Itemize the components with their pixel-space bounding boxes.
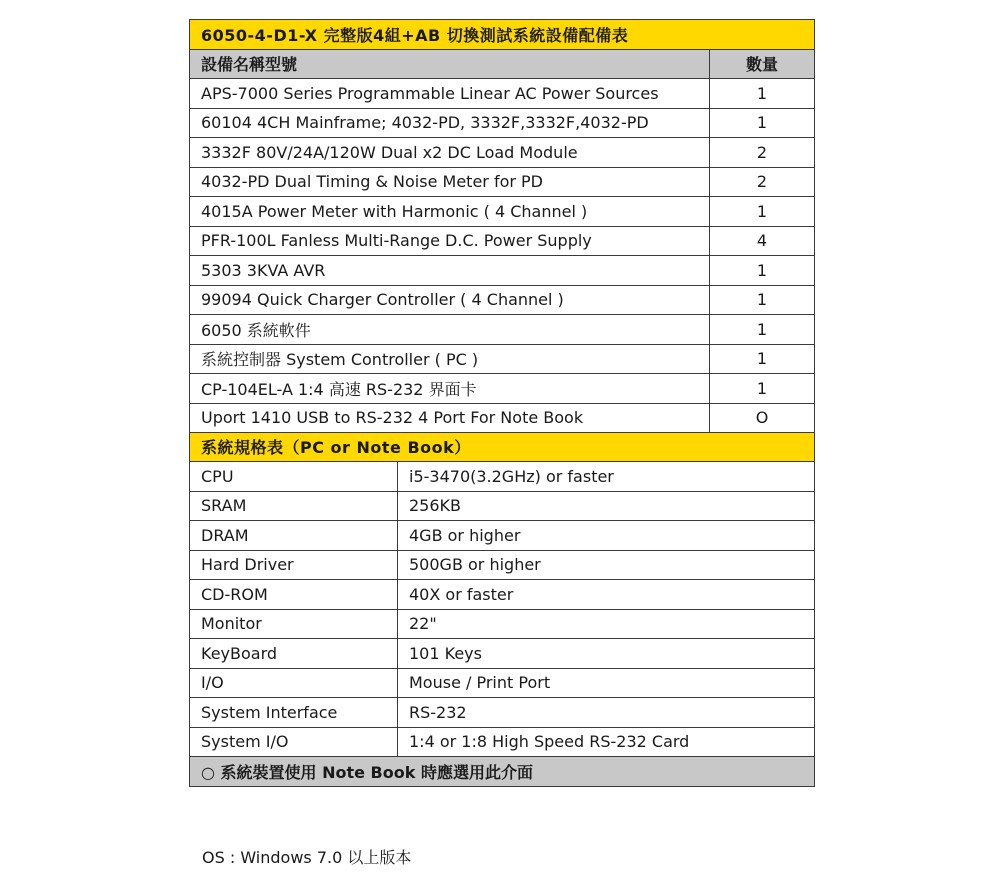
table-row <box>190 609 815 639</box>
equipment-name: 5303 3KVA AVR <box>190 256 710 286</box>
equipment-qty: 1 <box>710 256 815 286</box>
table-row <box>190 462 815 492</box>
spec-value: RS-232 <box>398 698 815 728</box>
table-row <box>190 639 815 669</box>
equipment-qty: 1 <box>710 344 815 374</box>
equipment-name: 6050 系統軟件 <box>190 315 710 345</box>
table-row <box>190 491 815 521</box>
spec-label: System I/O <box>190 727 398 757</box>
equipment-name: 3332F 80V/24A/120W Dual x2 DC Load Module <box>190 138 710 168</box>
spec-label: System Interface <box>190 698 398 728</box>
table-title-row <box>190 20 815 50</box>
table-row <box>190 79 815 109</box>
equipment-name: PFR-100L Fanless Multi-Range D.C. Power Supply <box>190 226 710 256</box>
spec-value: 1:4 or 1:8 High Speed RS-232 Card <box>398 727 815 757</box>
table-row <box>190 344 815 374</box>
table-row <box>190 167 815 197</box>
table-title: 6050-4-D1-X 完整版4組+AB 切換測試系統設備配備表 <box>190 20 815 50</box>
table-row <box>190 108 815 138</box>
equipment-qty: O <box>710 403 815 433</box>
equipment-qty: 1 <box>710 285 815 315</box>
equipment-qty: 2 <box>710 167 815 197</box>
equipment-qty: 4 <box>710 226 815 256</box>
spec-note: ○ 系統裝置使用 Note Book 時應選用此介面 <box>190 757 815 787</box>
equipment-name: 99094 Quick Charger Controller ( 4 Channel ) <box>190 285 710 315</box>
column-header-qty: 數量 <box>710 49 815 79</box>
table-row <box>190 226 815 256</box>
table-row <box>190 315 815 345</box>
table-row <box>190 256 815 286</box>
equipment-qty: 1 <box>710 79 815 109</box>
os-note: OS : Windows 7.0 以上版本 <box>202 848 412 867</box>
spec-value: 256KB <box>398 491 815 521</box>
spec-title: 系統規格表（PC or Note Book） <box>190 432 815 462</box>
table-row <box>190 285 815 315</box>
spec-label: Monitor <box>190 609 398 639</box>
spec-label: CPU <box>190 462 398 492</box>
spec-label: KeyBoard <box>190 639 398 669</box>
equipment-name: 4032-PD Dual Timing & Noise Meter for PD <box>190 167 710 197</box>
equipment-qty: 1 <box>710 108 815 138</box>
column-header-name: 設備名稱型號 <box>190 49 710 79</box>
table-row <box>190 668 815 698</box>
table-header-row <box>190 49 815 79</box>
equipment-name: Uport 1410 USB to RS-232 4 Port For Note Book <box>190 403 710 433</box>
equipment-document <box>189 19 814 787</box>
spec-label: I/O <box>190 668 398 698</box>
spec-value: 500GB or higher <box>398 550 815 580</box>
spec-value: 40X or faster <box>398 580 815 610</box>
spec-table <box>189 432 815 787</box>
equipment-table <box>189 19 815 433</box>
table-row <box>190 727 815 757</box>
table-row <box>190 698 815 728</box>
spec-value: Mouse / Print Port <box>398 668 815 698</box>
spec-label: SRAM <box>190 491 398 521</box>
equipment-qty: 1 <box>710 197 815 227</box>
spec-note-row <box>190 757 815 787</box>
equipment-qty: 2 <box>710 138 815 168</box>
spec-title-row <box>190 432 815 462</box>
spec-value: i5-3470(3.2GHz) or faster <box>398 462 815 492</box>
spec-value: 101 Keys <box>398 639 815 669</box>
table-row <box>190 197 815 227</box>
equipment-name: APS-7000 Series Programmable Linear AC Power Sources <box>190 79 710 109</box>
table-row <box>190 550 815 580</box>
spec-value: 4GB or higher <box>398 521 815 551</box>
table-row <box>190 580 815 610</box>
equipment-qty: 1 <box>710 374 815 404</box>
table-row <box>190 403 815 433</box>
equipment-qty: 1 <box>710 315 815 345</box>
equipment-name: CP-104EL-A 1:4 高速 RS-232 界面卡 <box>190 374 710 404</box>
spec-label: Hard Driver <box>190 550 398 580</box>
equipment-name: 系統控制器 System Controller ( PC ) <box>190 344 710 374</box>
table-row <box>190 374 815 404</box>
equipment-name: 4015A Power Meter with Harmonic ( 4 Channel ) <box>190 197 710 227</box>
equipment-name: 60104 4CH Mainframe; 4032-PD, 3332F,3332F,4032-PD <box>190 108 710 138</box>
spec-label: CD-ROM <box>190 580 398 610</box>
spec-label: DRAM <box>190 521 398 551</box>
table-row <box>190 138 815 168</box>
table-row <box>190 521 815 551</box>
spec-value: 22" <box>398 609 815 639</box>
